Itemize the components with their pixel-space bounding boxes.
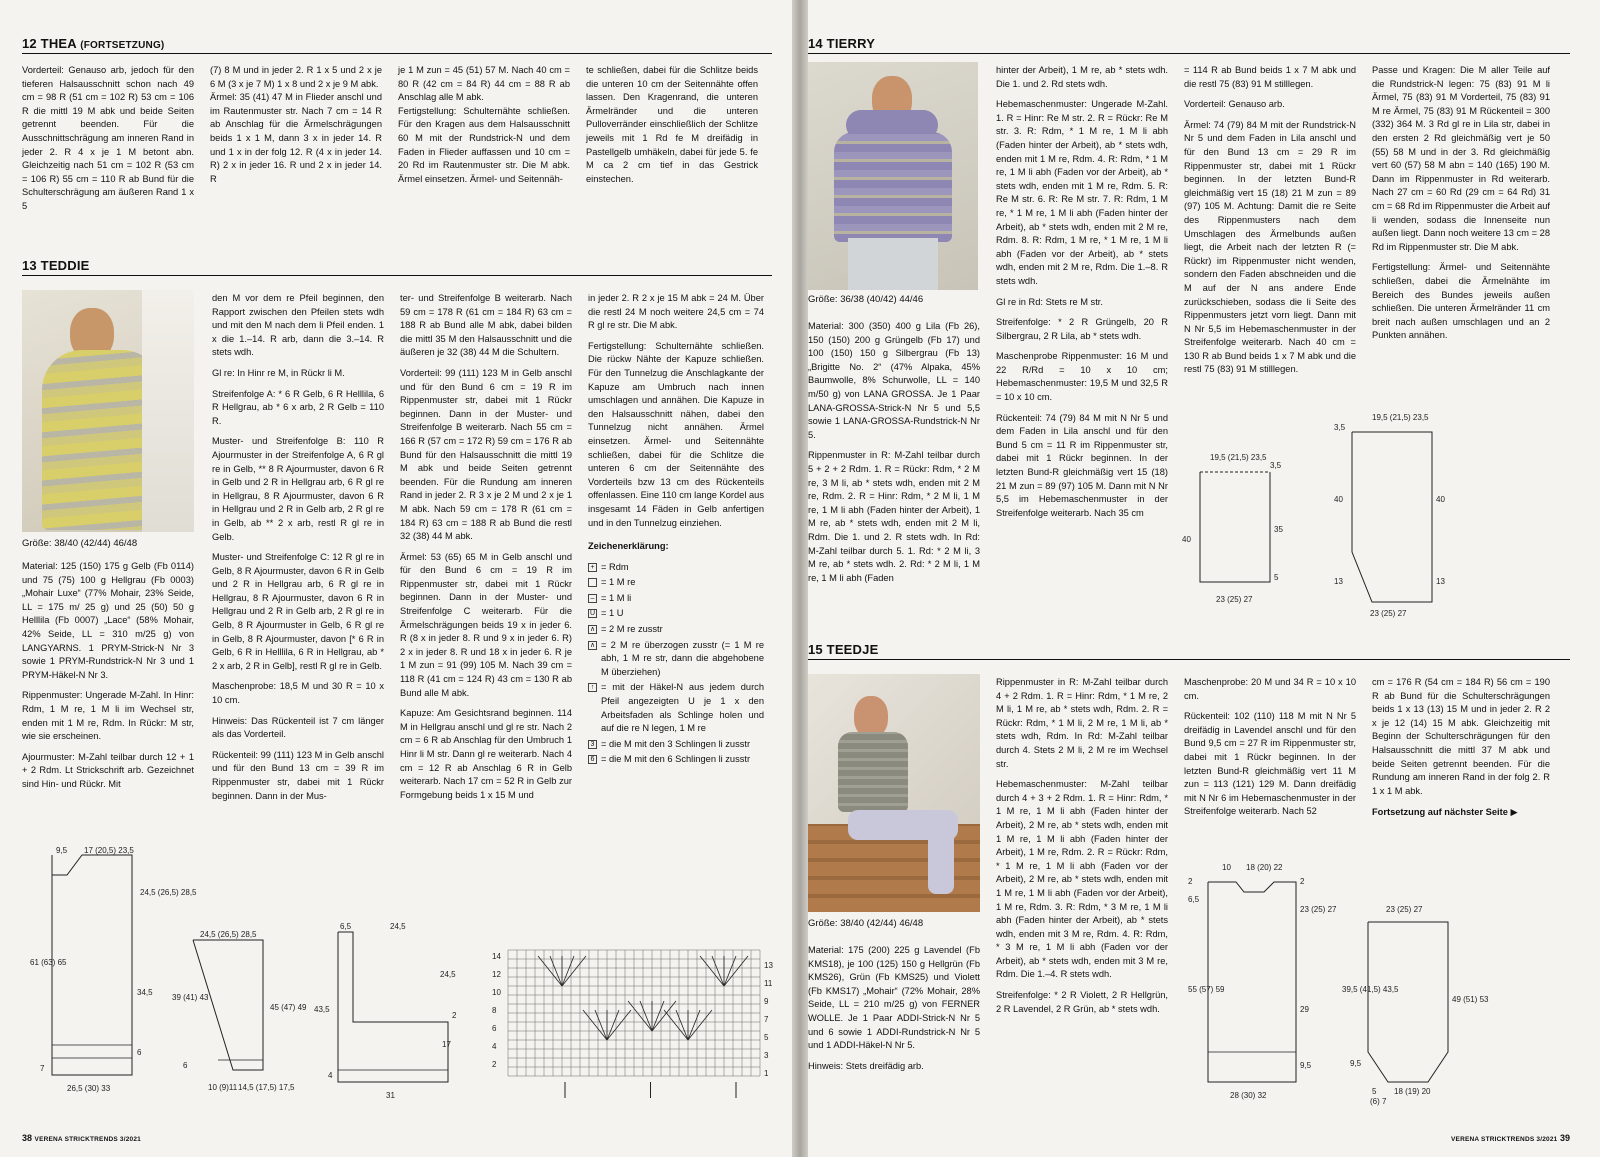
stitch-symbol-icon: 6 xyxy=(588,755,597,764)
legend-text: = 2 M re überzogen zusstr (= 1 M re abh, 1 M re str, dann die abgehobene M überziehen) xyxy=(601,639,764,677)
legend-item xyxy=(588,607,764,621)
chart-row-label: 13 xyxy=(764,961,773,970)
chart-row-label: 7 xyxy=(764,1015,769,1024)
teedje-body-label-f: 23 (25) 27 xyxy=(1300,905,1337,914)
thea-column-4: te schließen, dabei für die Schlitze beids die unteren 10 cm der Seitennähte offen lassen. Den Kragenrand, die unteren Ärmelränder und die unteren Pulloverränder einschließlich der Schlitze jeweils mit 1 Rd fe M dreifädig in Pastellgelb umhäkeln, dabei für jede 5. fe M ca 2 cm tief in das Gestrick einstechen. xyxy=(586,65,758,184)
teedje-body-label-g: 55 (57) 59 xyxy=(1188,985,1225,994)
chart-arrow-fan xyxy=(538,956,586,986)
teedje-body-label-h: 29 xyxy=(1300,1005,1309,1014)
chart-row-label: 9 xyxy=(764,997,769,1006)
sleeve-label-d: 6 xyxy=(183,1061,188,1070)
tierry-sleeve-label-c: 40 xyxy=(1334,495,1343,504)
chart-arrow-fan xyxy=(583,1010,631,1040)
teddie-hood-schematic xyxy=(314,922,468,1107)
stitch-symbol-icon: ∧ xyxy=(589,626,596,634)
teedje-sleeve-label-g: (6) 7 xyxy=(1370,1097,1387,1106)
tierry-column-3: = 114 R ab Bund beids 1 x 7 M abk und die restl 75 (83) 91 M stilllegen. Vorderteil: Genauso arb. Ärmel: 74 (79) 84 M mit der Rundstrick-N Nr 5 und dem Faden in Lila anschl und für den Bund 13 cm = 29 R im Rippenmuster str, dabei mit 1 Rückr beginnen. In der letzten Bund-R gleichmäßig vert 15 (18) 21 M zun = 89 (97) 105 M. Achtung: Damit die re Seite des Rippenmusters nach dem Umschlagen des Ärmelbunds außen liegt, die Arbeit nach der letzten R (= Rückr) im Rippenmuster nicht wenden, sondern den Faden abschneiden und die M auf der N ans andere Ende zurückschieben, sodass die li Seite des Rippenmusters jetzt vorn liegt. Dann mit N Nr 5,5 im Hebemaschenmuster in der Streifenfolge weiterarb. Nach 40 cm = 130 R ab Bund beids 1 x 7 M abk und die restl 75 (83) 91 M stilllegen. xyxy=(1184,65,1356,375)
tierry-sleeve-label-g: 23 (25) 27 xyxy=(1370,609,1407,618)
front-label-b: 17 (20,5) 23,5 xyxy=(84,846,134,855)
teedje-title: 15 TEEDJE xyxy=(808,642,879,657)
teedje-sleeve-label-e: 5 xyxy=(1372,1087,1377,1096)
hood-label-c: 24,5 xyxy=(440,970,456,979)
teedje-sleeve-label-b: 39,5 (41,5) 43,5 xyxy=(1342,985,1399,994)
tierry-body-schematic xyxy=(1180,452,1300,617)
teedje-sleeve-label-d: 9,5 xyxy=(1350,1059,1362,1068)
tierry-sleeve-schematic xyxy=(1332,412,1462,617)
hood-label-e: 2 xyxy=(452,1011,457,1020)
teedje-sleeve-label-c: 49 (51) 53 xyxy=(1452,995,1489,1004)
front-label-e: 34,5 xyxy=(137,988,153,997)
front-label-f: 6 xyxy=(137,1048,142,1057)
chart-row-label: 8 xyxy=(492,1006,497,1015)
thea-title: 12 THEA xyxy=(22,36,77,51)
stitch-symbol-icon: + xyxy=(588,563,597,572)
front-label-h: 26,5 (30) 33 xyxy=(67,1084,111,1093)
teedje-sleeve-label-f: 18 (19) 20 xyxy=(1394,1087,1431,1096)
chart-row-label: 4 xyxy=(492,1042,497,1051)
teedje-body-schematic xyxy=(1186,862,1337,1107)
teedje-sleeve-schematic xyxy=(1342,902,1489,1107)
legend-item xyxy=(588,753,764,767)
tierry-sleeve-label-a: 19,5 (21,5) 23,5 xyxy=(1372,413,1429,422)
thea-column-3: je 1 M zun = 45 (51) 57 M. Nach 40 cm = 80 R (42 cm = 84 R) 44 cm = 88 R ab Anschlag alle M abk. Fertigstellung: Schulternähte schließen. Für den Kragen aus dem Halsausschnitt 60 M mit der Rundstrick-N und dem Faden in Flieder auffassen und 10 cm = 20 Rd im Rautenmuster str. Die M abk. Ärmel einsetzen. Ärmel- und Seitennäh- xyxy=(398,65,570,184)
front-label-d: 61 (63) 65 xyxy=(30,958,67,967)
thea-subtitle: (FORTSETZUNG) xyxy=(80,40,165,51)
tierry-body-label-f: 23 (25) 27 xyxy=(1216,595,1253,604)
continued-note: Fortsetzung auf nächster Seite ▶ xyxy=(1372,807,1518,818)
sleeve-label-e: 10 (9)11 xyxy=(208,1083,238,1092)
legend-item xyxy=(588,623,764,637)
stitch-legend xyxy=(588,561,764,767)
teedje-body-label-a: 10 xyxy=(1222,863,1231,872)
tierry-body-label-e: 5 xyxy=(1274,573,1279,582)
tierry-sleeve-label-f: 13 xyxy=(1436,577,1445,586)
thea-column-2: (7) 8 M und in jeder 2. R 1 x 5 und 2 x je 6 M (3 x je 7 M) 1 x 8 und 2 x je 9 M abk. Ärmel: 35 (41) 47 M in Flieder anschl und im Rautenmuster str. Nach 7 cm = 14 R ab Anschlag für die Ärmelschrägungen beids 1 x 1 M, dann 3 x in jeder 14. R und 1 x in der folg 12. R (4 x in jeder 14. R) 2 x in jeder 16. R und 2 x in jeder 14. R xyxy=(210,65,382,184)
teddie-column-2: den M vor dem re Pfeil beginnen, den Rapport zwischen den Pfeilen stets wdh und mit den M nach dem li Pfeil enden. 1 x die 1.–14. R arb, dann die 3.–14. R stets wdh. Gl re: In Hinr re M, in Rückr li M. Streifenfolge A: * 6 R Gelb, 6 R Helllila, 6 R Hellgrau, ab * 6 x arb, 2 R Gelb = 110 R. Muster- und Streifenfolge B: 110 R Ajourmuster in der Streifenfolge A, 6 R gl re in Gelb, ** 8 R Ajourmuster, davon 6 R in Gelb und 2 R in Hellgrau arb, 6 R gl re in Hellgrau, 8 R Ajourmuster, davon 6 R in Hellgrau und 2 R in Gelb arb, 2 R gl re in Gelb, ab ** 2 x arb, restl R gl re in Gelb. Muster- und Streifenfolge C: 12 R gl re in Gelb, 8 R Ajourmuster, davon 6 R in Gelb und 2 R in Hellgrau arb, 6 R gl re in Hellgrau, 8 R Ajourmuster, davon 6 R in Hellgrau und 2 R in Gelb arb, 2 R gl re in Gelb, 8 R Ajourmuster in Gelb, 6 R gl re in Gelb, 8 R Ajourmuster, davon [* 6 R in Gelb, 6 R in Helllila, 6 R in Hellgrau, ab * 2 x arb, 2 R in Gelb], restl R gl re in Gelb. Maschenprobe: 18,5 M und 30 R = 10 x 10 cm. Hinweis: Das Rückenteil ist 7 cm länger als das Vorderteil. Rückenteil: 99 (111) 123 M in Gelb anschl und für den Bund 13 cm = 39 R im Rippenmuster str, dabei mit 1 Rückr beginnen. Dann in der Mus- xyxy=(212,293,384,801)
legend-item xyxy=(588,738,764,752)
hood-label-b: 24,5 xyxy=(390,922,406,931)
legend-text: = mit der Häkel-N aus jedem durch Pfeil angezeigten U je 1 x den Arbeitsfaden als Schlinge holen und auf die re N legen, 1 M re xyxy=(601,682,764,734)
stitch-symbol-icon xyxy=(588,578,597,587)
legend-item xyxy=(588,576,764,590)
legend-item xyxy=(588,592,764,606)
legend-item xyxy=(588,561,764,575)
teddie-column-4: in jeder 2. R 2 x je 15 M abk = 24 M. Über die restl 24 M noch weitere 24,5 cm = 74 R gl re str. Die M abk. Fertigstellung: Schulternähte schließen. Die rückw Nähte der Kapuze schließen. Für den Tunnelzug die Anschlagkante der Kapuze am Umbruch nach innen umschlagen und annähen. Die Kapuze in den Halsausschnitt nähen, dabei den Tunnelzug nicht annähen. Ärmel einsetzen. Ärmel- und Seitennähte schließen, dabei für die Schlitze die unteren 6 cm der Seitennähte des Vorderteils bzw 13 cm des Rückenteils offenlassen. Eine 110 cm lange Kordel aus insgesamt 14 Fäden in Gelb anfertigen und in den Tunnelzug einziehen. Zeichenerklärung: + = Rdm = 1 M re – = 1 M li U = 1 U ∧ = 2 M re zusstr ∧ = 2 M re überzogen zusstr (= 1 M re abh, 1 M re str, dann die abgehobene M überziehen) ↑ = mit der Häkel-N aus jedem durch Pfeil angezeigten U je 1 x den Arbeitsfaden als Schlinge holen und auf die re N legen, 1 M re 3 = die M mit den 3 Schlingen li zusstr 6 = die M mit den 6 Schlingen li zusstr xyxy=(588,292,764,769)
teedje-body-label-j: 28 (30) 32 xyxy=(1230,1091,1267,1100)
left-page-number: 38 VERENA STRICKTRENDS 3/2021 xyxy=(22,1133,141,1143)
tierry-column-1: Material: 300 (350) 400 g Lila (Fb 26), 150 (150) 200 g Grüngelb (Fb 17) und 100 (150) 150 g Silbergrau (Fb 13) „Brigitte No. 2“ (47% Alpaka, 45% Baumwolle, 8% Schurwolle, LL = 140 m/50 g) von LANA GROSSA. Je 1 Paar LANA-GROSSA-Strick-N Nr 5 und 5,5 sowie 1 LANA-GROSSA-Rundstrick-N Nr 5. Rippenmuster in R: M-Zahl teilbar durch 5 + 2 + 2 Rdm. 1. R = Rückr: Rdm, * 2 M re, 3 M li, ab * stets wdh, enden mit 2 M re, Rdm. 2. R = Hinr: Rdm, * 2 M li, 1 M re, 1 M li abh (Faden hinter der Arbeit), 1 M re, ab * stets wdh, enden mit 2 M li, Rdm. Die 1. und 2. R stets wdh. In Rd: M-Zahl teilbar durch 5. 1. Rd: * 2 M li, 3 M re, ab * stets wdh. 2. Rd: * 2 M li, 1 M re, 1 M li abh (Faden xyxy=(808,321,980,583)
right-page-number: VERENA STRICKTRENDS 3/2021 39 xyxy=(1451,1133,1570,1143)
section-title-teedje xyxy=(808,642,1570,660)
tierry-body-label-a: 19,5 (21,5) 23,5 xyxy=(1210,453,1267,462)
hood-label-g: 4 xyxy=(328,1071,333,1080)
legend-text: = 1 U xyxy=(601,608,624,619)
stitch-symbol-icon: ↑ xyxy=(588,683,597,692)
chart-row-label: 1 xyxy=(764,1069,769,1078)
legend-text: = 1 M li xyxy=(601,592,632,603)
tierry-sleeve-label-e: 13 xyxy=(1334,577,1343,586)
chart-row-label: 3 xyxy=(764,1051,769,1060)
chart-arrow-fan xyxy=(664,1010,712,1040)
chart-arrow-fan xyxy=(700,956,748,986)
sleeve-label-f: 14,5 (17,5) 17,5 xyxy=(238,1083,295,1092)
teedje-body-label-e: 6,5 xyxy=(1188,895,1200,904)
teedje-sleeve-label-a: 23 (25) 27 xyxy=(1386,905,1423,914)
section-title-teddie xyxy=(22,258,772,276)
teedje-column-1: Material: 175 (200) 225 g Lavendel (Fb KMS18), je 100 (125) 150 g Hellgrün (Fb KMS26), Grün (Fb KMS25) und Violett (Fb KMS17) „Mohair“ (72% Mohair, 28% Seide, LL = 210 m/25 g) von FERNER WOLLE. Je 1 Paar ADDI-Strick-N Nr 5 und 6 sowie 1 ADDI-Rundstrick-N Nr 5 und 1 ADDI-Häkel-N Nr 5. Hinweis: Stets dreifädig arb. xyxy=(808,945,980,1071)
teddie-title: 13 TEDDIE xyxy=(22,258,90,273)
teddie-column-3: ter- und Streifenfolge B weiterarb. Nach 59 cm = 178 R (61 cm = 184 R) 63 cm = 188 R ab Bund alle M abk, dabei bilden die mittl 35 M den Halsausschnitt und die äußeren je 32 (38) 44 M die Schultern. Vorderteil: 99 (111) 123 M in Gelb anschl und für den Bund 6 cm = 19 R im Rippenmuster str, dabei mit 1 Rückr beginnen. Dann in der Muster- und Streifenfolge B weiterarb. Nach 55 cm = 166 R (57 cm = 172 R) 59 cm = 176 R ab Bund für den Halsausschnitt die mittl 19 M abk und beide Seiten getrennt beenden. Für die Rundung am inneren Rand in jeder 2. R 3 x je 2 M und 2 x je 1 M abk. Nach 59 cm = 178 R (61 cm = 184 R) 63 cm = 188 R ab Bund die restl 32 (38) 44 M abk. Ärmel: 53 (65) 65 M in Gelb anschl und für den Bund 6 cm = 19 R im Rippenmuster str, dabei mit 1 Rückr beginnen. Dann in der Muster- und Streifenfolge C weiterarb. Für die Ärmelschrägungen beids 19 x in jeder 6. R (8 x in jeder 8. R und 9 x in jeder 6. R) 2 x in jeder 8. R und 18 x in jeder 6. R je 1 M zun = 91 (99) 105 M. Nach 39 cm = 118 R (41 cm = 124 R) 43 cm = 130 R ab Bund alle M abk. Kapuze: Am Gesichtsrand beginnen. 114 M in Hellgrau anschl und gl re str. Nach 2 cm = 6 R ab Anschlag für den Umbruch 1 Hinr li M str. Dann gl re weiterarb. Nach 4 cm = 12 R ab Anschlag 6 R in Gelb weiterarb. Nach 17 cm = 52 R in Gelb zur Formgebung beids 1 x 15 M und xyxy=(400,293,572,800)
teedje-column-2: Rippenmuster in R: M-Zahl teilbar durch 4 + 2 Rdm. 1. R = Hinr: Rdm, * 1 M re, 2 M li, 1 M re, ab * stets wdh, Rdm. 2. R = Rückr: Rdm, * 1 M li, 2 M re, 1 M li, ab * stets wdh, Rdm. In Rd: M-Zahl teilbar durch 4. Stets 2 M li, 2 M re im Wechsel str. Hebemaschenmuster: M-Zahl teilbar durch 4 + 3 + 2 Rdm. 1. R = Hinr: Rdm, * 1 M re, 1 M li abh (Faden hinter der Arbeit), 2 M re, ab * stets wdh, enden mit 1 M re, 1 M li abh (Faden hinter der Arbeit), 1 M re, Rdm. 2. R = Rückr: Rdm, * 1 M re, 1 M li abh (Faden vor der Arbeit), 2 M re, ab * stets wdh, enden mit 1 M re, 1 M li abh (Faden vor der Arbeit), 1 M re, Rdm. 3. R: Rdm, * 3 M re, 1 M li abh (Faden hinter der Arbeit), ab * stets wdh, enden mit 3 M re, Rdm. 4. R: Rdm, * 3 M re, 1 M li abh (Faden vor der Arbeit), ab * stets wdh, enden mit 3 M re, Rdm. Die 1.–4. R stets wdh. Streifenfolge: * 2 R Violett, 2 R Hellgrün, 2 R Lavendel, 2 R Grün, ab * stets wdh. xyxy=(996,677,1168,1014)
chart-row-label: 11 xyxy=(764,979,773,988)
legend-text: = die M mit den 6 Schlingen li zusstr xyxy=(601,754,751,765)
sleeve-label-c: 45 (47) 49 xyxy=(270,1003,307,1012)
tierry-body-label-d: 35 xyxy=(1274,525,1283,534)
chart-row-label: 12 xyxy=(492,970,501,979)
right-page xyxy=(808,0,1600,1157)
legend-item xyxy=(588,639,764,680)
tierry-sleeve-label-d: 40 xyxy=(1436,495,1445,504)
legend-text: = die M mit den 3 Schlingen li zusstr xyxy=(601,738,751,749)
legend-item xyxy=(588,681,764,735)
teedje-column-3: Maschenprobe: 20 M und 34 R = 10 x 10 cm. Rückenteil: 102 (110) 118 M mit N Nr 5 dreifädig in Lavendel anschl und für den Bund 9,5 cm = 27 R im Rippenmuster str, dabei mit 1 Rückr beginnen. In der letzten Bund-R gleichmäßig vert 11 M zun = 113 (121) 129 M. Dann dreifädig mit N Nr 6 im Hebemaschenmuster in der Streifenfolge weiterarb. Nach 52 xyxy=(1184,677,1356,817)
tierry-size: Größe: 36/38 (40/42) 44/46 xyxy=(808,294,924,305)
legend-title: Zeichenerklärung: xyxy=(588,541,669,552)
tierry-sleeve-label-b: 3,5 xyxy=(1334,423,1346,432)
teedje-body-label-i: 9,5 xyxy=(1300,1061,1312,1070)
thea-column-1: Vorderteil: Genauso arb, jedoch für den tieferen Halsausschnitt schon nach 49 cm = 98 R (51 cm = 102 R) 53 cm = 106 R die mittl 19 M abk und beide Seiten getrennt beenden. Für die Ausschnittschrägung am inneren Rand in jeder 2. R 4 x je 1 M betont abn. Gleichzeitig nach 51 cm = 102 R (53 cm = 106 R) 55 cm = 110 R ab Bund für die Schulterschrägung am äußeren Rand 1 x 5 xyxy=(22,65,194,211)
front-label-g: 7 xyxy=(40,1064,45,1073)
teedje-body-label-c: 2 xyxy=(1188,877,1193,886)
tierry-body-label-b: 3,5 xyxy=(1270,461,1282,470)
sleeve-label-a: 24,5 (26,5) 28,5 xyxy=(200,930,257,939)
ajour-chart xyxy=(490,938,773,1093)
tierry-body-label-c: 40 xyxy=(1182,535,1191,544)
chart-row-label: 10 xyxy=(492,988,501,997)
teedje-body-label-b: 18 (20) 22 xyxy=(1246,863,1283,872)
chart-grid xyxy=(508,950,760,1076)
stitch-symbol-icon: ∧ xyxy=(589,641,596,649)
stitch-symbol-icon: 3 xyxy=(588,740,597,749)
chart-row-label: 14 xyxy=(492,952,501,961)
legend-text: = Rdm xyxy=(601,561,629,572)
teedje-photo xyxy=(808,674,980,912)
hood-label-d: 43,5 xyxy=(314,1005,330,1014)
stitch-symbol-icon: – xyxy=(588,594,597,603)
stitch-symbol-icon: U xyxy=(589,610,596,618)
teedje-size: Größe: 38/40 (42/44) 46/48 xyxy=(808,918,924,929)
tierry-column-2: hinter der Arbeit), 1 M re, ab * stets wdh. Die 1. und 2. Rd stets wdh. Hebemaschenmuster: Ungerade M-Zahl. 1. R = Hinr: Re M str. 2. R = Rückr: Re M str. 3. R: Rdm, * 1 M re, 1 M li abh (Faden hinter der Arbeit), ab * stets wdh, enden mit 1 M re, Rdm. 4. R: Rdm, * 1 M re, 1 M li abh (Faden vor der Arbeit), ab * stets wdh, enden mit 1 M re, Rdm. 5. R: Re M str. 6. R: Re M str. 7. R: Rdm, 1 M re, * 1 M re, 1 M li abh (Faden hinter der Arbeit), ab * stets wdh, enden mit 2 M re, Rdm. 8. R: Rdm, 1 M re, * 1 M re, 1 M li abh (Faden vor der Arbeit), ab * stets wdh, enden mit 2 M re, Rdm. Die 1.–8. R stets wdh. Gl re in Rd: Stets re M str. Streifenfolge: * 2 R Grüngelb, 20 R Silbergrau, 2 R Lila, ab * stets wdh. Maschenprobe Rippenmuster: 16 M und 22 R/Rd = 10 x 10 cm; Hebemaschenmuster: 19,5 M und 32,5 R = 10 x 10 cm. Rückenteil: 74 (79) 84 M mit N Nr 5 und dem Faden in Lila anschl und für den Bund 5 cm = 11 R im Rippenmuster str, dabei mit 1 Rückr beginnen. In der letzten Bund-R gleichmäßig vert 15 (18) 21 M zun = 89 (97) 105 M. Dann mit N Nr 5,5 im Hebemaschenmuster in der Streifenfolge weiterarb. Nach 35 cm xyxy=(996,65,1168,518)
legend-text: = 1 M re xyxy=(601,577,636,588)
tierry-title: 14 TIERRY xyxy=(808,36,876,51)
hood-label-f: 17 xyxy=(442,1040,451,1049)
teddie-column-1: Material: 125 (150) 175 g Gelb (Fb 0114) und 75 (75) 100 g Hellgrau (Fb 0003) „Mohair Luxe“ (77% Mohair, 23% Seide, LL = 175 m/ 25 g) und 25 (50) 50 g Helllila (Fb 0007) „Lace“ (58% Mohair, 42% Seide, LL = 310 m/25 g) von LANGYARNS. 1 PRYM-Strick-N Nr 3 sowie 1 PRYM-Rundstrick-N Nr 3 und 1 PRYM-Häkel-N Nr 3. Rippenmuster: Ungerade M-Zahl. In Hinr: Rdm, 1 M re, 1 M li im Wechsel str, enden mit 1 M re, Rdm. In Rückr: M str, wie sie erscheinen. Ajourmuster: M-Zahl teilbar durch 12 + 1 + 2 Rdm. Lt Strickschrift arb. Gezeichnet sind Hin- und Rückr. Mit xyxy=(22,561,194,789)
teedje-body-label-d: 2 xyxy=(1300,877,1305,886)
teddie-sleeve-schematic xyxy=(172,930,307,1105)
left-page xyxy=(0,0,792,1157)
chart-row-label: 5 xyxy=(764,1033,769,1042)
front-label-c: 24,5 (26,5) 28,5 xyxy=(140,888,197,897)
section-title-tierry xyxy=(808,36,1570,54)
teedje-column-4: cm = 176 R (54 cm = 184 R) 56 cm = 190 R ab Bund für die Schulterschrägungen beids 1 x 13 (13) 15 M und in jeder 2. R 2 x je 12 (14) 15 M abk. Gleichzeitig mit Beginn der Schulterschrägungen für den Halsausschnitt die mittl 37 M abk und beide Seiten getrennt beenden. Für die Rundung am inneren Rand in der folg 2. R 1 x 1 M abk. Fortsetzung auf nächster Seite ▶ xyxy=(1372,676,1550,827)
teddie-photo xyxy=(22,290,194,532)
teddie-size: Größe: 38/40 (42/44) 46/48 xyxy=(22,538,138,549)
section-title-thea xyxy=(22,36,772,54)
spread-gutter xyxy=(792,0,808,1157)
chart-row-label: 2 xyxy=(492,1060,497,1069)
tierry-photo xyxy=(808,62,978,290)
tierry-column-4: Passe und Kragen: Die M aller Teile auf die Rundstrick-N legen: 75 (83) 91 M li Ärmel, 75 (83) 91 M Vorderteil, 75 (83) 91 M re Ärmel, 75 (83) 91 M Rückenteil = 300 (332) 364 M. 3 Rd gl re in Lila str, dabei in den ersten 2 Rd gleichmäßig vert je 50 (55) 58 M und in der 3. Rd gleichmäßig vert 60 (57) 58 M abn = 140 (165) 190 M. Dann im Rippenmuster in Rd weiterarb. Nach 27 cm = 60 Rd (29 cm = 64 Rd) 31 cm = 68 Rd im Rippenmuster die Arbeit auf li wenden, sodass die Innenseite nun außen liegt. Dann noch weitere 13 cm = 28 Rd im Rippenmuster str. Die M abk. Fertigstellung: Ärmel- und Seitennähte schließen, dabei die Ärmelnähte im Bereich des Bundes jeweils außen schließen. Die unteren Ärmelränder 11 cm breit nach außen umschlagen und an 2 Punkten annähen. xyxy=(1372,65,1550,341)
sleeve-label-b: 39 (41) 43 xyxy=(172,993,209,1002)
legend-text: = 2 M re zusstr xyxy=(601,624,663,635)
chart-row-label: 6 xyxy=(492,1024,497,1033)
hood-label-a: 6,5 xyxy=(340,922,352,931)
hood-label-h: 31 xyxy=(386,1091,395,1100)
front-label-a: 9,5 xyxy=(56,846,68,855)
